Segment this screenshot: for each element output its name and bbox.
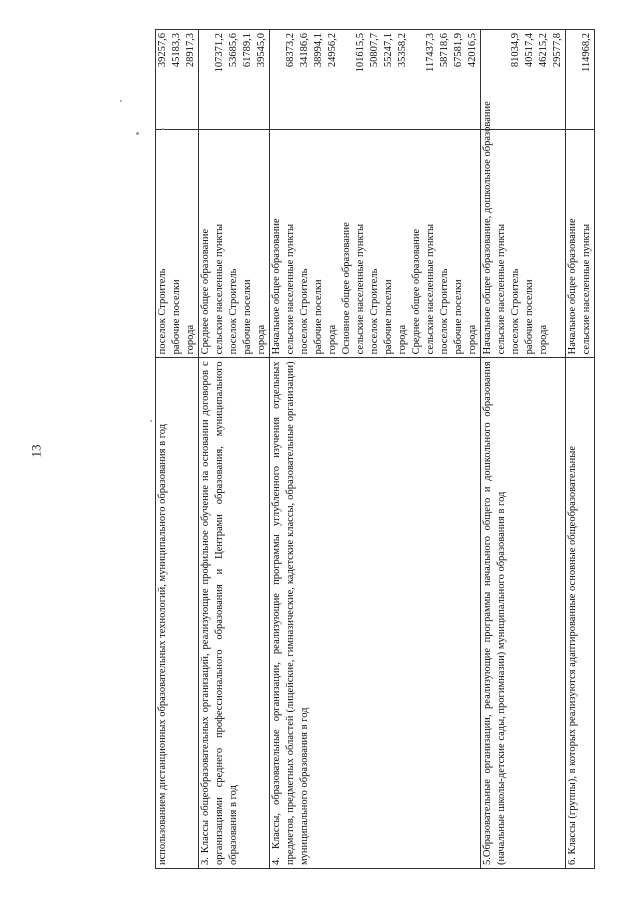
- settlement-type: сельские населенные пункты: [214, 223, 225, 355]
- settlement-type: поселок Строитель: [369, 268, 380, 355]
- value-spacer: [270, 33, 284, 126]
- cost-value: 107371,2: [214, 33, 225, 73]
- value-spacer: [410, 33, 424, 126]
- settlement-type: Среднее общее образование: [411, 228, 422, 355]
- cost-value: 50807,7: [369, 33, 380, 68]
- settlement-type: рабочие поселки: [524, 279, 535, 355]
- settlement-type: Начальное общее образование: [271, 218, 282, 355]
- settlement-type: сельские населенные пункты: [425, 223, 436, 355]
- settlement-type: Начальное общее образование: [567, 218, 578, 355]
- cost-value: 101615,5: [355, 33, 366, 73]
- row-values: [156, 30, 199, 130]
- value-spacer: [199, 33, 213, 126]
- cost-value: 81034,9: [510, 33, 521, 68]
- settlement-type: поселок Строитель: [157, 268, 168, 355]
- cost-value: 46215,2: [538, 33, 549, 68]
- table-row: [566, 30, 595, 869]
- settlement-type: города: [327, 324, 338, 355]
- settlement-type: Начальное общее образование, дошкольное образование: [482, 101, 493, 355]
- row-values: [566, 30, 595, 130]
- settlement-type: Среднее общее образование: [200, 228, 211, 355]
- cost-value: 38994,1: [313, 33, 324, 68]
- settlement-type: города: [467, 324, 478, 355]
- value-spacer: [566, 33, 580, 126]
- row-values: [199, 30, 270, 130]
- cost-value: 53685,6: [228, 33, 239, 68]
- cost-value: 28917,3: [185, 33, 196, 68]
- settlement-type: сельские населенные пункты: [355, 223, 366, 355]
- settlement-type: города: [256, 324, 267, 355]
- value-spacer: [495, 33, 509, 126]
- row-description: 5.Образовательные организации, реализующие программы начального общего и дошкольного образования (начальные школы-детские сады, прогимназии) муниципального образования в год: [481, 358, 566, 869]
- row-settlements: [270, 129, 481, 358]
- scan-artifact: [136, 132, 139, 135]
- settlement-type: города: [185, 324, 196, 355]
- cost-value: 55247,1: [383, 33, 394, 68]
- row-settlements: [156, 129, 199, 358]
- settlement-type: поселок Строитель: [228, 268, 239, 355]
- settlement-type: сельские населенные пункты: [285, 223, 296, 355]
- cost-value: 39257,6: [157, 33, 168, 68]
- page-number: 13: [28, 444, 44, 458]
- settlement-type: поселок Строитель: [299, 268, 310, 355]
- cost-value: 29577,8: [552, 33, 563, 68]
- scan-artifact: [162, 128, 164, 130]
- rotated-document-table: [155, 29, 640, 869]
- cost-value: 45183,3: [171, 33, 182, 68]
- scan-artifact: [120, 100, 122, 102]
- settlement-type: Основное общее образование: [341, 222, 352, 355]
- row-values: [270, 30, 481, 130]
- cost-table: [155, 29, 595, 869]
- cost-value: 42016,5: [467, 33, 478, 68]
- table-body: [156, 30, 595, 869]
- settlement-type: поселок Строитель: [510, 268, 521, 355]
- row-settlements: [566, 129, 595, 358]
- row-settlements: [199, 129, 270, 358]
- cost-value: 39545,0: [256, 33, 267, 68]
- table-row: [270, 30, 481, 869]
- cost-value: 117437,3: [425, 33, 436, 72]
- table-row: [481, 30, 566, 869]
- table-row: [156, 30, 199, 869]
- settlement-type: поселок Строитель: [439, 268, 450, 355]
- table-row: [199, 30, 270, 869]
- row-settlements: [481, 101, 566, 358]
- settlement-type: рабочие поселки: [171, 279, 182, 355]
- settlement-type: рабочие поселки: [383, 279, 394, 355]
- settlement-type: сельские населенные пункты: [496, 223, 507, 355]
- row-description: 3. Классы общеобразовательных организаций, реализующие профильное обучение на основании договоров с организациями среднего профессионального образования и Центрами образования, муниципального образования в год: [199, 358, 270, 869]
- scan-artifact: [150, 420, 152, 422]
- settlement-type: рабочие поселки: [242, 279, 253, 355]
- cost-value: 35358,2: [397, 33, 408, 68]
- row-description: использованием дистанционных образовательных технологий, муниципального образования в год: [156, 358, 199, 869]
- cost-value: 61789,1: [242, 33, 253, 68]
- value-spacer: [340, 33, 354, 126]
- settlement-type: города: [538, 324, 549, 355]
- cost-value: 68373,2: [285, 33, 296, 68]
- settlement-type: города: [397, 324, 408, 355]
- cost-value: 24956,2: [327, 33, 338, 68]
- cost-value: 114968,2: [581, 33, 592, 72]
- settlement-type: рабочие поселки: [313, 279, 324, 355]
- cost-value: 40517,4: [524, 33, 535, 68]
- cost-value: 34186,6: [299, 33, 310, 68]
- row-description: 4. Классы, образовательные организации, реализующие программы углубленного изучения отдельных предметов, предметных областей (лицейские, гимназические, кадетские классы, образовательные организации) муниципального образования в год: [270, 358, 481, 869]
- settlement-type: рабочие поселки: [453, 279, 464, 355]
- cost-value: 67581,9: [453, 33, 464, 68]
- row-description: 6. Классы (группы), в которых реализуются адаптированные основные общеобразовательные: [566, 358, 595, 869]
- row-values: [481, 30, 566, 130]
- settlement-type: сельские населенные пункты: [581, 223, 592, 355]
- cost-value: 58718,6: [439, 33, 450, 68]
